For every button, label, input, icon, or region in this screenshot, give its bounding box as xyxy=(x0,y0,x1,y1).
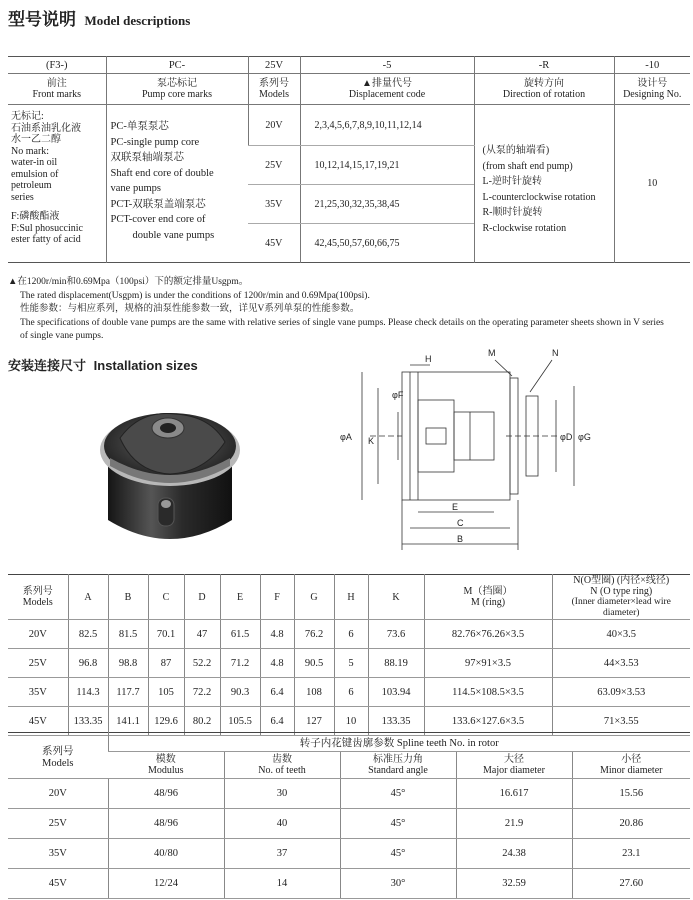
dims-header-G: G xyxy=(294,575,334,620)
pump-mark-line: PC-single pump core xyxy=(110,136,200,148)
front-mark-line: emulsion of xyxy=(11,168,59,180)
label-M: M xyxy=(488,348,496,358)
rotation-cell xyxy=(474,105,614,263)
series-cell: 45V xyxy=(265,237,283,249)
spline-title: 转子内花键齿廓参数 Spline teeth No. in rotor xyxy=(108,733,690,752)
table-cell: 81.5 xyxy=(108,620,148,649)
table-cell: 40/80 xyxy=(108,839,224,869)
dims-header-C: C xyxy=(148,575,184,620)
table-cell: 105.5 xyxy=(220,707,260,736)
header-series xyxy=(248,74,300,105)
pump-marks-cell xyxy=(106,105,248,263)
table-cell: 6 xyxy=(334,678,368,707)
series-cell: 25V xyxy=(248,146,300,185)
header-displacement xyxy=(300,74,474,105)
label-H: H xyxy=(425,354,432,364)
spline-header-angle-en: Standard angle xyxy=(368,765,428,776)
table-cell: 25V xyxy=(8,809,108,839)
dims-header-models-en: Models xyxy=(22,597,53,608)
label-K: K xyxy=(368,436,375,446)
label-B: B xyxy=(457,534,464,544)
table-cell: 45° xyxy=(340,809,456,839)
spline-header-teeth-en: No. of teeth xyxy=(258,765,306,776)
header-front xyxy=(8,74,106,105)
code-rotation: -R xyxy=(474,57,614,74)
table-cell: 108 xyxy=(294,678,334,707)
dims-header-N-en1: N (O type ring) xyxy=(590,586,653,597)
spline-header-mod-cn: 模数 xyxy=(155,754,176,765)
table-row xyxy=(8,620,690,649)
table-cell: 6 xyxy=(334,620,368,649)
dims-header-K: K xyxy=(368,575,424,620)
table-cell: 21.9 xyxy=(456,809,572,839)
table-cell: 47 xyxy=(184,620,220,649)
table-cell: 24.38 xyxy=(456,839,572,869)
installation-drawing xyxy=(330,340,610,560)
designing-no-cell: 10 xyxy=(614,105,690,263)
spline-header-teeth-cn: 齿数 xyxy=(272,754,292,765)
table-cell: 71.2 xyxy=(220,649,260,678)
spline-body xyxy=(8,779,690,899)
code-pump: PC- xyxy=(106,57,248,74)
table-cell: 117.7 xyxy=(108,678,148,707)
series-cell: 20V xyxy=(248,105,300,146)
table-cell: 35V xyxy=(8,839,108,869)
dims-header-D: D xyxy=(184,575,220,620)
notes xyxy=(8,276,688,344)
label-phiG: φG xyxy=(578,432,591,442)
table-cell: 40 xyxy=(224,809,340,839)
table-cell: 71×3.55 xyxy=(552,707,690,736)
table-row xyxy=(8,839,690,869)
spline-header-major-en: Major diameter xyxy=(483,765,545,776)
dims-header-M xyxy=(424,575,552,620)
table-cell: 16.617 xyxy=(456,779,572,809)
pump-mark-line: double vane pumps xyxy=(132,229,215,241)
spline-header-major-cn: 大径 xyxy=(504,754,524,765)
table-row xyxy=(8,809,690,839)
label-phiD: φD xyxy=(560,432,573,442)
dims-header-N xyxy=(552,575,690,620)
spline-table xyxy=(8,732,690,899)
dims-header-models-cn: 系列号 xyxy=(22,586,53,597)
table-cell: 27.60 xyxy=(572,869,690,899)
dimensions-table xyxy=(8,574,690,736)
displacement-codes-cell: 42,45,50,57,60,66,75 xyxy=(300,224,474,263)
label-N: N xyxy=(552,348,559,358)
table-cell: 37 xyxy=(224,839,340,869)
table-cell: 127 xyxy=(294,707,334,736)
pump-core-image xyxy=(80,380,260,555)
table-cell: 129.6 xyxy=(148,707,184,736)
header-front-cn: 前注 xyxy=(46,78,67,89)
pump-mark-line: Shaft end core of double xyxy=(110,167,214,179)
table-cell: 80.2 xyxy=(184,707,220,736)
table-cell: 20V xyxy=(8,620,68,649)
dims-header-F: F xyxy=(260,575,294,620)
displacement-codes-cell: 2,3,4,5,6,7,8,9,10,11,12,14 xyxy=(300,105,474,146)
rotation-line: L-counterclockwise rotation xyxy=(482,191,596,203)
table-cell: 73.6 xyxy=(368,620,424,649)
table-cell: 70.1 xyxy=(148,620,184,649)
table-cell: 141.1 xyxy=(108,707,148,736)
spline-header-minor-cn: 小径 xyxy=(621,754,642,765)
front-marks-cell xyxy=(8,105,106,263)
table-cell: 114.3 xyxy=(68,678,108,707)
table-cell: 114.5×108.5×3.5 xyxy=(424,678,552,707)
table-cell: 6.4 xyxy=(260,707,294,736)
header-series-en: Models xyxy=(259,89,289,100)
table-cell: 105 xyxy=(148,678,184,707)
table-cell: 10 xyxy=(334,707,368,736)
table-cell: 20V xyxy=(8,779,108,809)
table-cell: 88.19 xyxy=(368,649,424,678)
section-title-cn: 型号说明 xyxy=(8,10,76,29)
dims-header-M-en: M (ring) xyxy=(470,597,506,608)
table-cell: 52.2 xyxy=(184,649,220,678)
pump-mark-line: 双联泵轴端泵芯 xyxy=(110,152,184,163)
note-line: The rated displacement(Usgpm) is under the conditions of 1200r/min and 0.69Mpa(100psi). xyxy=(20,290,370,301)
code-displacement: -5 xyxy=(300,57,474,74)
label-E: E xyxy=(452,502,459,512)
code-front: (F3-) xyxy=(8,57,106,74)
header-series-cn: 系列号 xyxy=(259,78,289,89)
rotation-line: R-顺时针旋转 xyxy=(482,207,543,218)
front-mark-line: 无标记: xyxy=(11,111,44,122)
section-title-installation xyxy=(8,355,198,374)
model-description-table xyxy=(8,56,690,263)
spline-header-mod-en: Modulus xyxy=(147,765,184,776)
table-cell: 133.35 xyxy=(68,707,108,736)
label-phiF: φF xyxy=(392,390,404,400)
header-disp-cn: ▲排量代号 xyxy=(362,78,412,89)
dims-header-H: H xyxy=(334,575,368,620)
displacement-codes-cell: 10,12,14,15,17,19,21 xyxy=(300,146,474,185)
spline-header-minor-en: Minor diameter xyxy=(600,765,663,776)
table-cell: 45V xyxy=(8,707,68,736)
dims-header-B: B xyxy=(108,575,148,620)
note-line: 性能参数：与相应系列，规格的油泵性能参数一致，详见V系列单泵的性能参数。 xyxy=(20,304,360,314)
table-cell: 61.5 xyxy=(220,620,260,649)
table-cell: 32.59 xyxy=(456,869,572,899)
table-cell: 25V xyxy=(8,649,68,678)
table-row xyxy=(8,649,690,678)
rotation-line: R-clockwise rotation xyxy=(482,222,567,234)
table-cell: 30 xyxy=(224,779,340,809)
table-cell: 63.09×3.53 xyxy=(552,678,690,707)
front-mark-line: 石油系油乳化液 xyxy=(11,122,81,134)
label-phiA: φA xyxy=(340,432,352,442)
pump-mark-line: PCT-双联泵盖端泵芯 xyxy=(110,198,206,210)
header-rot-en: Direction of rotation xyxy=(502,89,586,100)
header-pump-cn: 泵芯标记 xyxy=(157,78,197,89)
front-mark-line: 水一乙二醇 xyxy=(11,134,61,145)
table-cell: 76.2 xyxy=(294,620,334,649)
table-cell: 44×3.53 xyxy=(552,649,690,678)
table-cell: 4.8 xyxy=(260,649,294,678)
table-row xyxy=(8,869,690,899)
pump-mark-line: vane pumps xyxy=(110,183,161,194)
dims-header-N-en2: (Inner diameter×lead wire diameter) xyxy=(571,597,671,618)
dims-header-A: A xyxy=(68,575,108,620)
section-title-model-descriptions xyxy=(8,5,190,30)
dims-header-M-cn: M（挡圈） xyxy=(463,586,513,597)
table-cell: 5 xyxy=(334,649,368,678)
code-series: 25V xyxy=(248,57,300,74)
table-cell: 6.4 xyxy=(260,678,294,707)
rotation-line: (从泵的轴端看) xyxy=(482,145,550,156)
table-cell: 35V xyxy=(8,678,68,707)
table-cell: 48/96 xyxy=(108,779,224,809)
table-cell: 87 xyxy=(148,649,184,678)
table-cell: 82.76×76.26×3.5 xyxy=(424,620,552,649)
table-cell: 30° xyxy=(340,869,456,899)
table-cell: 90.3 xyxy=(220,678,260,707)
front-mark-line: F:磷酸酯液 xyxy=(11,211,60,222)
table-cell: 90.5 xyxy=(294,649,334,678)
spline-header-models xyxy=(8,733,108,779)
table-cell: 20.86 xyxy=(572,809,690,839)
table-cell: 103.94 xyxy=(368,678,424,707)
table-cell: 45V xyxy=(8,869,108,899)
table-cell: 48/96 xyxy=(108,809,224,839)
spline-header-angle-cn: 标准压力角 xyxy=(373,754,423,765)
section-title-en: Model descriptions xyxy=(84,13,191,28)
section2-title-en: Installation sizes xyxy=(93,358,198,373)
spline-header-angle xyxy=(340,752,456,779)
table-cell: 72.2 xyxy=(184,678,220,707)
pump-mark-line: PC-单泵泵芯 xyxy=(110,121,169,132)
spline-header-minor xyxy=(572,752,690,779)
header-pump xyxy=(106,74,248,105)
note-line: ▲在1200r/min和0.69Mpa（100psi）下的额定排量Usgpm。 xyxy=(8,277,249,287)
header-design xyxy=(614,74,690,105)
front-mark-line: petroleum xyxy=(11,180,52,191)
table-cell: 45° xyxy=(340,779,456,809)
table-row xyxy=(8,678,690,707)
table-row xyxy=(8,779,690,809)
label-C: C xyxy=(457,518,464,528)
section2-title-cn: 安装连接尺寸 xyxy=(8,358,87,373)
table-cell: 40×3.5 xyxy=(552,620,690,649)
rotation-line: L-逆时针旋转 xyxy=(482,176,542,187)
spline-header-models-cn: 系列号 xyxy=(42,745,74,757)
front-mark-line: F:Sul phosuccinic xyxy=(11,222,83,234)
code-design: -10 xyxy=(614,57,690,74)
dims-header-E: E xyxy=(220,575,260,620)
table-cell: 45° xyxy=(340,839,456,869)
dims-body xyxy=(8,620,690,736)
header-pump-en: Pump core marks xyxy=(142,89,212,100)
front-mark-line: water-in oil xyxy=(11,157,58,168)
spline-header-major xyxy=(456,752,572,779)
spline-header-modulus xyxy=(108,752,224,779)
table-cell: 82.5 xyxy=(68,620,108,649)
dims-header-N-cn: N(O型圈) (内径×线径) xyxy=(573,575,670,586)
header-design-cn: 设计号 xyxy=(637,78,668,89)
table-cell: 133.35 xyxy=(368,707,424,736)
front-mark-line: series xyxy=(11,191,34,203)
spline-header-teeth xyxy=(224,752,340,779)
table-cell: 98.8 xyxy=(108,649,148,678)
header-disp-en: Displacement code xyxy=(348,89,426,100)
table-cell: 4.8 xyxy=(260,620,294,649)
dims-header-models xyxy=(8,575,68,620)
table-cell: 97×91×3.5 xyxy=(424,649,552,678)
table-cell: 14 xyxy=(224,869,340,899)
front-mark-line: ester fatty of acid xyxy=(11,234,81,245)
header-rot-cn: 旋转方向 xyxy=(524,78,564,89)
header-rotation xyxy=(474,74,614,105)
pump-mark-line: PCT-cover end core of xyxy=(110,214,206,225)
series-cell: 35V xyxy=(248,185,300,224)
table-cell: 96.8 xyxy=(68,649,108,678)
table-cell: 133.6×127.6×3.5 xyxy=(424,707,552,736)
table-cell: 15.56 xyxy=(572,779,690,809)
front-mark-line: No mark: xyxy=(11,145,50,157)
note-line: The specifications of double vane pumps are the same with relative series of single vane pumps. Please check details on the operating parameter sheets shown in V series xyxy=(20,317,664,328)
header-design-en: Designing No. xyxy=(623,89,682,100)
header-front-en: Front marks xyxy=(32,89,82,100)
rotation-line: (from shaft end pump) xyxy=(482,160,573,172)
table-cell: 23.1 xyxy=(572,839,690,869)
spline-header-models-en: Models xyxy=(42,757,74,769)
displacement-codes-cell: 21,25,30,32,35,38,45 xyxy=(300,185,474,224)
table-cell: 12/24 xyxy=(108,869,224,899)
note-line: of single vane pumps. xyxy=(20,331,104,341)
